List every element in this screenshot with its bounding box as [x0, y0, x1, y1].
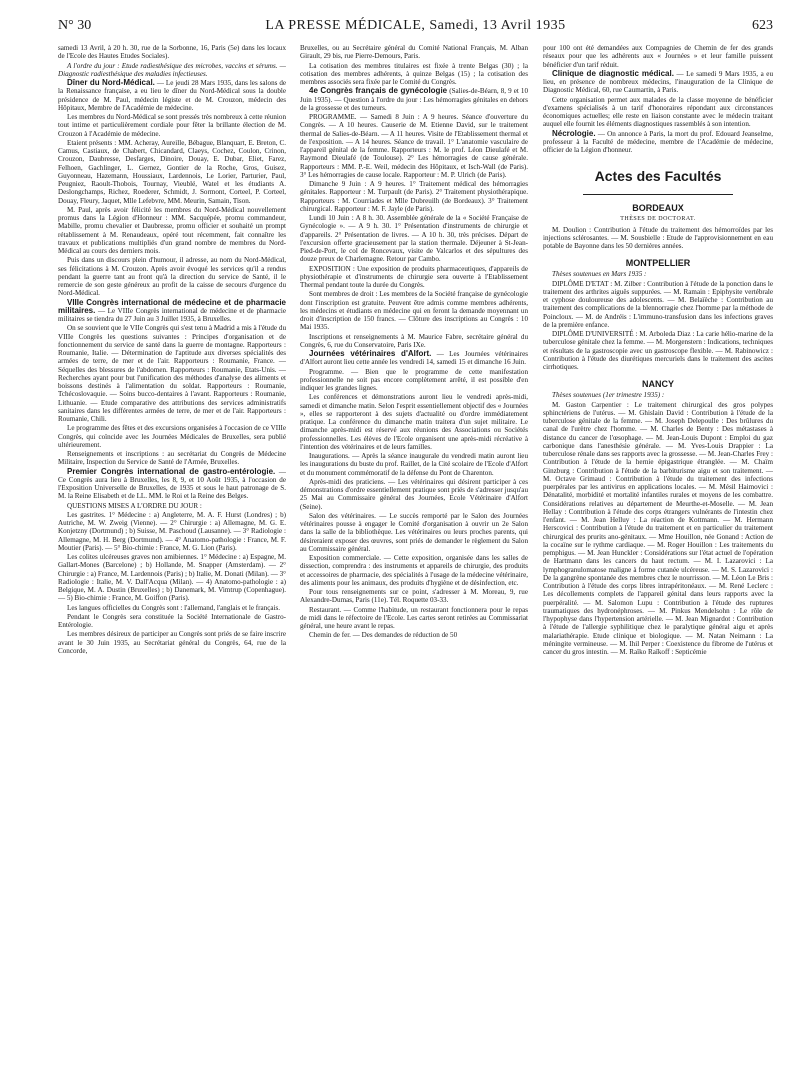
- column-1: [58, 44, 286, 1074]
- paragraph: Les gastrites. 1° Médecine : a) Angleterre, M. A. F. Hurst (Londres) ; b) Autriche, M. W. Zweig (Vienne). — 2° Chirurgie : a) Allemagne, M. G. E. Konjetzny (Dortmund) ; b) Suisse, M. Paschoud (Lausanne). — 3° Radiologie : Allemagne, M. H. Berg (Dortmund). — 4° Anatomo-pathologie : France, M. F. Moutier (Paris). — 5° Bio-chimie : France, M. G. Lion (Paris).: [58, 510, 286, 552]
- paragraph: (Salies-de-Béarn, 8, 9 et 10 Juin 1935). — Question à l'ordre du jour : Les hémorragies génitales en dehors de la grossesse et des tumeurs.: [300, 87, 528, 112]
- paragraph: Pendant le Congrès sera constituée la Société Internationale de Gastro-Entérologie.: [58, 612, 286, 629]
- city-heading-montpellier: MONTPELLIER: [625, 258, 691, 269]
- paragraph: Pour tous renseignements sur ce point, s'adresser à M. Moreau, 9, rue Alexandre-Dumas, Paris (11e). Tél. Roquette 03-33.: [300, 588, 528, 605]
- paragraph: PROGRAMME. — Samedi 8 Juin : A 9 heures. Séance d'ouverture du Congrès. — A 10 heures. Causerie de M. Etienne David, sur le traitement thermal de Salies-de-Béarn. — A 11 heures. Visite de l'Etablissement thermal et de l'exposition. — A 14 heures. Séance de travail. 1° L'anatomie vasculaire de l'appareil génital de la femme. Rapporteurs : M. le prof. Léon Dieulafé et M. Raymond Dieulafé (de Toulouse). 2° Les hémorragies de cause générale. Rapporteurs : MM. P.-E. Weil, médecin des Hôpitaux, et Isch-Wall (de Paris). 3° Les hémorragies de cause locale. Rapporteur : M. P. Ulrich (de Paris).: [300, 113, 528, 179]
- paragraph: Inscriptions et renseignements à M. Maurice Fabre, secrétaire général du Congrès, 6, rue du Conservatoire, Paris IXe.: [300, 332, 528, 349]
- paragraph: EXPOSITION : Une exposition de produits pharmaceutiques, d'appareils de physiothérapie et d'instruments de chirurgie sera ouverte à l'Etablissement Thermal pendant toute la durée du Congrès.: [300, 264, 528, 289]
- paragraph: On se souvient que le VIIe Congrès qui s'est tenu à Madrid a mis à l'étude du VIIIe Congrès les questions suivantes : Principes d'organisation et de fonctionnement du service de santé dans la guerre de montagne. Rapporteurs : Roumanie, Italie. — Détermination de l'aptitude aux diverses spécialités des armées de terre, de mer et de l'air. Rapporteurs : Roumanie, France. — Séquelles des blessures de l'abdomen. Rapporteurs : Roumanie, Etats-Unis. — Recherches ayant pour but l'unification des méthodes d'analyse des aliments et boissons destinés à l'alimentation du soldat. Rapporteurs : Roumanie, Tchécoslovaquie. — Soins bucco-dentaires à l'avant. Rapporteurs : Roumanie, Lithuanie. — Etude comparative des attributions des services administratifs sanitaires dans les différentes armées de terre, de mer et de l'air. Rapporteurs : Roumanie, Chili.: [58, 324, 286, 423]
- paragraph: Restaurant. — Comme l'habitude, un restaurant fonctionnera pour le repas de midi dans le réfectoire de l'Ecole. Les cartes seront retirées au Commissariat général, une heure avant le repas.: [300, 605, 528, 630]
- journal-title: LA PRESSE MÉDICALE, Samedi, 13 Avril 1935: [265, 18, 566, 33]
- subheading: THÈSES DE DOCTORAT.: [620, 216, 696, 223]
- paragraph: Renseignements et inscriptions : au secrétariat du Congrès de Médecine Militaire, Inspection du Service de Santé de l'Armée, Bruxelles.: [58, 450, 286, 467]
- article-columns: [58, 44, 773, 1074]
- section-heading: Clinique de diagnostic médical.: [552, 68, 674, 78]
- paragraph: Etaient présents : MM. Acheray, Aureille, Bébague, Blanquart, E. Breton, C. Camus, Castiaux, de Chabert, Chicandard, Claeys, Cochez, Coulon, Crinon, Crouzon, Daubresse, Desfarges, Dinoire, Douay, E. Dubar, Eliet, Farez, Felhoen, Gachlinger, L. Gernez, Gontier de la Roche, Gros, Guisez, Guyonneau, Hazemann, Houssiaux, Lardennois, Le Lorier, Parturier, Paul, Peugniez, Raoult-Thobois, Tournay, Vieublé, Watel et les étudiants A. Deslongchamps, Richez, Roederer, Schmidt, J. Sormont, Corteel, P. Corteel, Douay, Fleury, Jaquet, Mlle Lefebvre, MM. Meurin, Samain, Tison.: [58, 138, 286, 205]
- paragraph: Les colites ulcéreuses graves non amibiennes. 1° Médecine : a) Espagne, M. Gallart-Mones (Barcelone) ; b) Hollande, M. Snapper (Amsterdam). — 2° Chirurgie : a) France, M. Lardennois (Paris) ; b) Italie, M. Donati (Milan). — 3° Radiologie : Italie, M. V. Dall'Acqua (Milan). — 4) Anatomo-pathologie : a) Belgique, M. A. Dustin (Bruxelles) ; b) Danemark, M. Vimtrup (Copenhague). — 5) Bio-chimie : France, M. Goiffon (Paris).: [58, 553, 286, 603]
- paragraph: Puis dans un discours plein d'humour, il adresse, au nom du Nord-Médical, ses félicitations à M. Crouzon. Après avoir évoqué les services qu'il a rendus pendant la guerre tant au front qu'à la direction du service de Santé, il le remercie de son geste généreux au profit de la caisse de secours d'urgence du Nord-Médical.: [58, 256, 286, 298]
- paragraph: Programme. — Bien que le programme de cette manifestation professionnelle ne soit pas encore complètement arrêté, il est possible d'en indiquer les grandes lignes.: [300, 367, 528, 392]
- paragraph: M. Paul, après avoir félicité les membres du Nord-Médical nouvellement promus dans la Légion d'Honneur : MM. Sacquépée, promu commandeur, Mabille, promu chevalier et Daubresse, promu officier et souhaité un prompt rétablissement à M. Renaudeaux, opéré tout récemment, fait connaître les travaux et publications multipliés d'un grand nombre de membres du Nord-Médical au cours des derniers mois.: [58, 205, 286, 255]
- paragraph: Sont membres de droit : Les membres de la Société française de gynécologie dont l'inscription est gratuite. Peuvent être admis comme membres adhérents, les médecins et étudiants en médecine qui en feront la demande moyennant un droit d'inscription de 150 francs. — Clôture des inscriptions au Congrès : 10 Mai 1935.: [300, 290, 528, 332]
- paragraph: Les conférences et démonstrations auront lieu le vendredi après-midi, samedi et dimanche matin. Selon l'esprit essentiellement objectif des « Journées », elles se rapporteront à des sujets d'actualité ou d'ordre immédiatement pratique. La conférence du dimanche matin traitera d'un sujet militaire. Le dimanche après-midi est réservé aux réunions des Associations ou Sociétés professionnelles. Les élèves de l'Ecole organisent une après-midi récréative à l'intention des vétérinaires et de leurs familles.: [300, 393, 528, 451]
- paragraph: — Le VIIIe Congrès international de médecine et de pharmacie militaires se tiendra du 27 Juin au 3 Juillet 1935, à Bruxelles.: [58, 306, 286, 323]
- section-heading: 4e Congrès français de gynécologie: [309, 86, 448, 96]
- paragraph: Les membres désireux de participer au Congrès sont priés de se faire inscrire avant le 30 Juin 1935, au Secrétariat général du Congrès, 64, rue de la Concorde,: [58, 630, 286, 655]
- paragraph: Dimanche 9 Juin : A 9 heures. 1° Traitement médical des hémorragies génitales. Rapporteur : M. Turpault (de Paris). 2° Traitement physiothérapique. Rapporteurs : M. Courriades et Mlle Dubreuilh (de Bordeaux). 3° Traitement chirurgical. Rapporteur : M. F. Jayle (de Paris).: [300, 180, 528, 213]
- paragraph: QUESTIONS MISES A L'ORDRE DU JOUR :: [67, 501, 202, 510]
- paragraph: — On annonce à Paris, la mort du prof. Edouard Jeanselme, professeur à la Faculté de médecine, membre de l'Académie de médecine, officier de la Légion d'honneur.: [543, 129, 773, 154]
- paragraph: Lundi 10 Juin : A 8 h. 30. Assemblée générale de la « Société Française de Gynécologie ». — A 9 h. 30. 1° Présentation d'instruments de chirurgie et d'appareils. 2° Présentation de livres. — A 10 h. 30, très précises. Départ de l'excursion offerte gracieusement par la station thermale. Déjeuner à St-Jean-Pied-de-Port, le col de Roncevaux, visite de Valcarlos et des sépultures des douze preux de Charlemagne. Retour par Cambo.: [300, 214, 528, 264]
- section-heading: Nécrologie.: [552, 128, 596, 138]
- paragraph: M. Doulion : Contribution à l'étude du traitement des hémorroïdes par les injections sclérosantes. — M. Sousbielle : Etude de l'approvisionnement en eau potable de Bayonne dans les 50 dernières années.: [543, 225, 773, 250]
- paragraph: DIPLÔME D'UNIVERSITÉ : M. Arboleda Diaz : La carie hélio-marine de la tuberculose génitale chez la femme. — M. Morgenstern : Indications, techniques et résultats de la gastroscopie avec un gastroscope flexible. — M. Rabinowicz : Contribution à l'étude des diurétiques mercuriels dans le traitement des ascites cirrhotiques.: [543, 330, 773, 371]
- paragraph: — Ce Congrès aura lieu à Bruxelles, les 8, 9, et 10 Août 1935, à l'occasion de l'Exposition Universelle de Bruxelles, de 1935 et sous le haut patronage de S. M. la Reine Elisabeth et de LL. MM. le Roi et la Reine des Belges.: [58, 467, 286, 501]
- section-title-actes: Actes des Facultés: [594, 168, 722, 185]
- paragraph: — Le jeudi 28 Mars 1935, dans les salons de la Renaissance française, a eu lieu le dîner du Nord-Médical sous la double présidence de M. Paul, médecin légiste et de M. Crouzon, médecin des Hôpitaux, Membre de l'Académie de médecine.: [58, 79, 286, 112]
- page-number: 623: [752, 18, 773, 33]
- paragraph: Cette organisation permet aux malades de la classe moyenne de bénéficier d'examens spécialisés à un tarif d'honoraires répondant aux circonstances économiques actuelles; elle reste en liaison constante avec le médecin traitant auquel elle fournit les éléments diagnostiques rassemblés à son intention.: [543, 95, 773, 129]
- paragraph: Exposition commerciale. — Cette exposition, organisée dans les salles de dissection, comprendra : des instruments et appareils de chirurgie, des produits et accessoires de pharmacie, des spécialités à l'usage de la médecine vétérinaire, des aliments pour les animaux, des produits d'hygiène et de désinfection, etc.: [300, 554, 528, 587]
- subheading: Thèses soutenues (1er trimestre 1935) :: [552, 391, 665, 400]
- issue-number: N° 30: [58, 18, 92, 33]
- column-3: [543, 44, 773, 1074]
- paragraph: pour 100 ont été demandées aux Compagnies de Chemin de fer des grands réseaux pour que les adhérents aux « Journées » et leur famille puissent bénéficier d'un tarif réduit.: [543, 44, 773, 69]
- paragraph: A l'ordre du jour : Etude radiesthésique des microbes, vaccins et sérums. — Diagnostic radiesthésique des maladies infectieuses.: [58, 61, 286, 78]
- city-heading-bordeaux: BORDEAUX: [632, 203, 684, 214]
- paragraph: Bruxelles, ou au Secrétaire général du Comité National Français, M. Alban Girault, 29 bis, rue Pierre-Demours, Paris.: [300, 44, 528, 61]
- section-heading: Premier Congrès international de gastro-entérologie.: [67, 466, 276, 476]
- paragraph: M. Gaston Carpentier : Le traitement chirurgical des gros polypes sphinctériens de l'utérus. — M. Ghislain David : Contribution à l'étude de la tuberculose génitale de la femme. — M. Joseph Delepoulle : Des brûlures du canal de l'urètre chez l'homme. — M. Charles de Benty : Des métastases à distance du cancer de l'œsophage. — M. Jean-Louis Dupont : Emploi du gaz carbonique dans l'anesthésie générale. — M. Yves-Louis Drappier : La tuberculose rénale dans ses rapports avec la grossesse. — M. Jean-Charles Frey : Contribution à l'étude de la hernie épigastrique étranglée. — M. Chaïm Ginzburg : Contribution à l'étude de la barbiturisme aigu et son traitement. — M. Octave Grimaud : Contribution à l'étude du traitement des infections puerpérales par les antivirus en applications locales. — M. Mésil Haimovici : Dénatalité, morbidité et mortalité infantiles rurales et moyens de les combattre. Considérations relatives au département de Meurthe-et-Moselle. — M. Jean Hellay : Contribution à l'étude des corps étrangers vulnérants de l'intestin chez l'enfant. — M. Jean Helluy : La réaction de Kottmann. — M. Hermann Herscovici : Contribution à l'étude du traitement et en particulier du traitement chirurgical des prurits ano-génitaux. — Mme Houillon, née Gonand : Action de la cocaïne sur le rythme cardiaque. — M. Roger Houillon : Les traitements du pemphigus. — M. Jean Hunckler : Considérations sur l'état actuel de l'opération de Hartmann dans les cancers du haut rectum. — M. I. Lazarovici : La lymphogranulomatose maligne à forme cutanée ulcéreuse. — M. S. Lazarovici : De la gangrène spontanée des membres chez le nourrisson. — M. Léon Le Bris : Contribution à l'étude des corps libres intrapéritonéaux. — M. René Leclerc : Les décollements complets de l'appareil génital dans leurs rapports avec la puerpéralité. — M. Salomon Lupu : Contribution à l'étude des ruptures traumatiques des hydronéphroses. — M. Pinkus Mendelsohn : Le rôle de l'hypophyse dans l'hypertension artérielle. — M. Jean Mignardot : Contribution à l'étude de l'allergie syphilitique chez le paralytique général aigu et après malariathérapie. Etude clinique et biologique. — M. Natan Neimann : La méningite vermineuse. — M. Ihil Perper : Coexistence du fibrome de l'utérus et cancer du gros intestin. — M. Raïko Raïkoff : Septicémie: [543, 400, 773, 656]
- paragraph: Inaugurations. — Après la séance inaugurale du vendredi matin auront lieu les inaugurations du buste du prof. Raillet, de la Cité scolaire de l'Ecole d'Alfort et du monument commémoratif de la défense du Pont de Charenton.: [300, 452, 528, 477]
- city-heading-nancy: NANCY: [641, 379, 674, 390]
- paragraph: Les langues officielles du Congrès sont : l'allemand, l'anglais et le français.: [67, 603, 281, 612]
- subheading: Thèses soutenues en Mars 1935 :: [552, 270, 647, 279]
- paragraph: — Le samedi 9 Mars 1935, a eu lieu, en présence de nombreux médecins, l'inauguration de la Clinique de Diagnostic Médical, 60, rue Caumartin, à Paris.: [543, 69, 773, 95]
- paragraph: — Les Journées vétérinaires d'Alfort auront lieu cette année les vendredi 14, samedi 15 et dimanche 16 Juin.: [300, 350, 528, 367]
- paragraph: Le programme des fêtes et des excursions organisées à l'occasion de ce VIIIe Congrès, qui coïncide avec les Journées Médicales de Bruxelles, sera publié ultérieurement.: [58, 424, 286, 449]
- paragraph: Salon des vétérinaires. — Le succès remporté par le Salon des Journées vétérinaires pousse à engager le Comité d'organisation à ouvrir un 2e Salon dans la salle de la bibliothèque. Les vétérinaires ou leurs proches parents, qui désireraient exposer des œuvres, sont priés de demander le règlement du Salon au Commissaire général.: [300, 511, 528, 553]
- paragraph: Chemin de fer. — Des demandes de réduction de 50: [309, 631, 458, 640]
- section-heading: VIIIe Congrès international de médecine et de pharmacie militaires.: [58, 297, 286, 315]
- page-header: [58, 18, 773, 36]
- column-2: [300, 44, 528, 1074]
- paragraph: Les membres du Nord-Médical se sont pressés très nombreux à cette réunion tout intime et particulièrement cordiale pour fêter la brillante élection de M. Crouzon à l'Académie de médecine.: [58, 113, 286, 138]
- section-heading: Journées vétérinaires d'Alfort.: [309, 349, 432, 358]
- paragraph: DIPLÔME D'ETAT : M. Zilber : Contribution à l'étude de la ponction dans le traitement des arthrites aiguës suppurées. — M. Ramain : Epiphysite vertébrale et cyphose douloureuse des adolescents. — M. Belaïèche : Contribution au traitement des complications de la blennorragie chez l'homme par la méthode de Poincloux. — M. de Andréis : L'immuno-transfusion dans les infections graves de la première enfance.: [543, 279, 773, 329]
- paragraph: Après-midi des praticiens. — Les vétérinaires qui désirent participer à ces démonstrations d'ordre essentiellement pratique sont priés de s'adresser jusqu'au 25 Mai au Commissaire général des Journées, Ecole Vétérinaire d'Alfort (Seine).: [300, 477, 528, 511]
- paragraph: samedi 13 Avril, à 20 h. 30, rue de la Sorbonne, 16, Paris (5e) dans les locaux de l'Ecole des Hautes Etudes Sociales).: [58, 44, 286, 61]
- paragraph: La cotisation des membres titulaires est fixée à trente Belgas (30) ; la cotisation des membres adhérents, à quinze Belgas (15) ; la cotisation des membres associés sera fixée par le Comité du Congrès.: [300, 61, 528, 86]
- section-heading: Dîner du Nord-Médical.: [67, 78, 155, 87]
- divider: [583, 194, 733, 195]
